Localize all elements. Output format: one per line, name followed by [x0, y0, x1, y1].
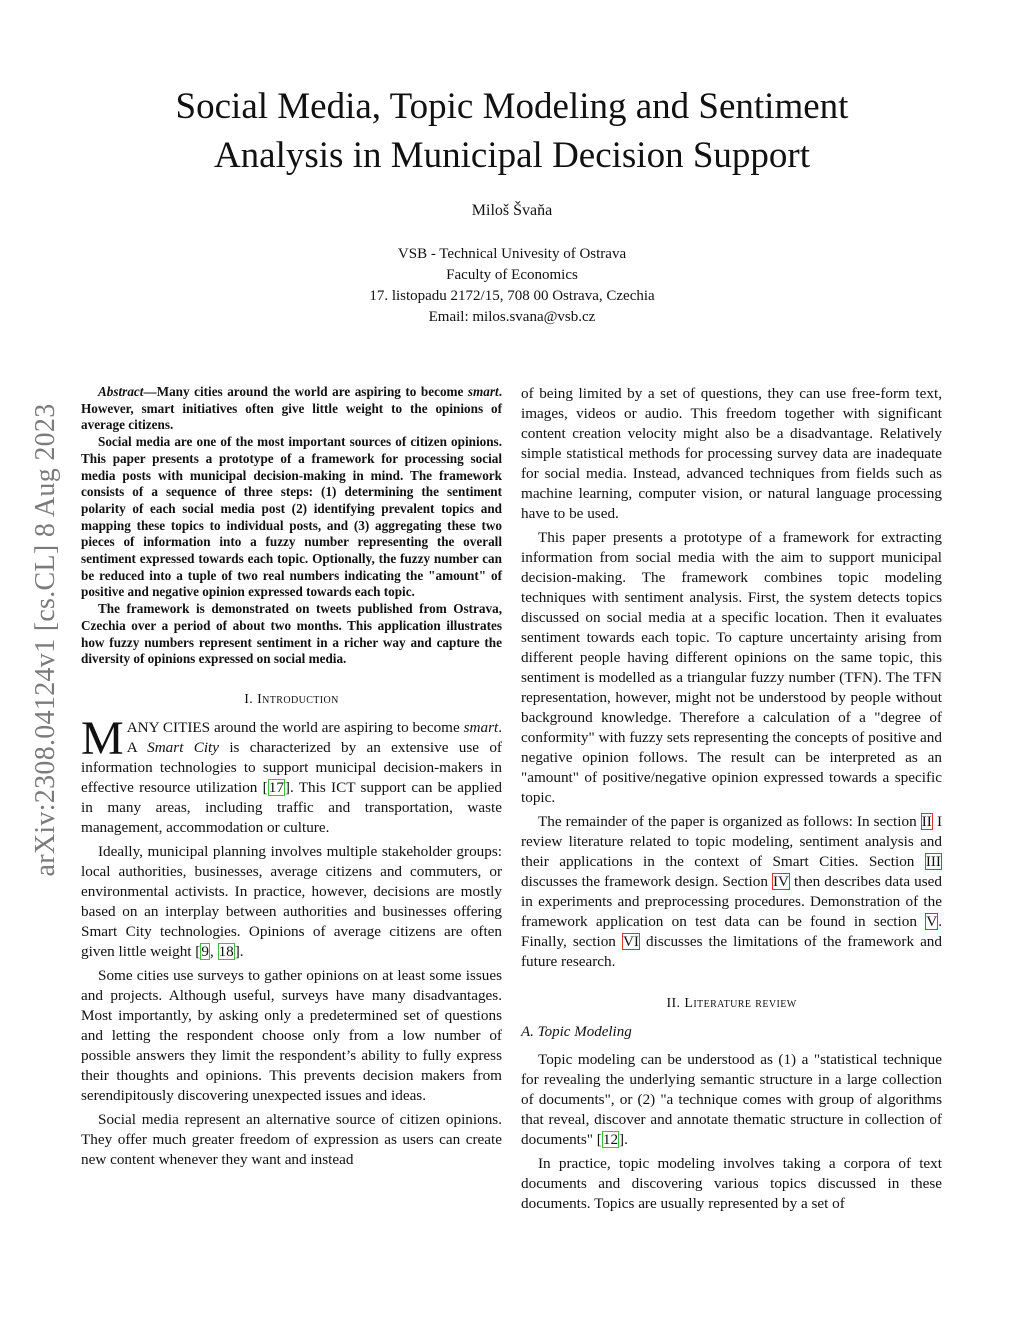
drop-cap: M — [81, 711, 124, 765]
citation-link[interactable]: 12 — [602, 1131, 619, 1148]
intro-text: The remainder of the paper is organized as follows: In section — [538, 813, 921, 830]
intro-paragraph-2 — [81, 842, 502, 962]
abstract-text: —Many cities around the world are aspiring to become — [143, 384, 468, 399]
affiliation-university: VSB - Technical Univesity of Ostrava — [397, 246, 627, 262]
abstract — [81, 384, 502, 668]
abstract-label: Abstract — [98, 384, 144, 399]
lit-text: ]. — [619, 1131, 628, 1148]
intro-text: I review literature related to topic modeling, sentiment analysis and their applications in the context of Smart Cities. Section — [521, 813, 943, 870]
lit-paragraph-2: In practice, topic modeling involves taking a corpora of text documents and discovering various topics discussed in these documents. Topics are usually represented by a set of — [521, 1155, 942, 1212]
intro-text: . A — [126, 718, 502, 756]
title-line-1: Social Media, Topic Modeling and Sentiment — [175, 86, 849, 127]
introduction-body-continued — [521, 384, 942, 972]
citation-link[interactable]: 18 — [218, 942, 234, 960]
section-heading-literature-review — [521, 994, 942, 1014]
intro-paragraph-3: Some cities use surveys to gather opinions on at least some issues and projects. Although useful, surveys have many disadvantages. Most importantly, by asking only a predetermined set of questions and letting the respondent choose only from a low number of possible answers they limit the respondent’s ability to fully express their thoughts and opinions. This prevents decision makers from serendipitously discovering unexpected issues and ideas. — [81, 966, 502, 1104]
intro-paragraph-4: Social media represent an alternative source of citizen opinions. They offer much greater freedom of expression as users can create new content whenever they want and instead — [81, 1110, 502, 1168]
abstract-text: . However, smart initiatives often give little weight to the opinions of average citizens. — [81, 384, 502, 433]
right-column — [521, 384, 942, 1218]
intro-emphasis: Smart City — [147, 738, 220, 756]
intro-paragraph-6 — [521, 812, 942, 972]
intro-paragraph-5: This paper presents a prototype of a framework for extracting information from social media with the aim to support municipal decision-making. The framework combines topic modeling techniques with sentiment analysis. First, the system detects topics discussed on social media at a specific location. Then it evaluates sentiment towards each topic. To capture uncertainty arising from different people having different opinions on the same topic, this sentiment is modelled as a triangular fuzzy number (TFN). The TFN representation, however, might not be understood by people without background knowledge. Therefore a calculation of a "degree of conformity" with fuzzy sets representing the concepts of positive and negative opinion follows. The result can be interpreted as an "amount" of positive/negative opinion expressed towards a specific topic. — [521, 529, 942, 806]
author-name: Miloš Švaňa — [471, 202, 553, 219]
abstract-paragraph-3: The framework is demonstrated on tweets published from Ostrava, Czechia over a period of about two months. This application illustrates how fuzzy numbers represent sentiment in a richer way and capture the diversity of opinions expressed on social media. — [81, 601, 502, 667]
intro-text: then describes data used in experiments and preprocessing procedures. Demonstration of the framework application on test data can be found in section — [521, 873, 942, 930]
intro-text: is characterized by an extensive use of information technologies to support municipal decision-makers in effective resource utilization [ — [81, 738, 502, 796]
section-link[interactable]: VI — [622, 933, 639, 950]
intro-text: ]. — [234, 942, 244, 960]
section-link[interactable]: IV — [772, 873, 789, 890]
lit-text: Topic modeling can be understood as (1) a "statistical technique for revealing the underlying semantic structure in a large collection of documents", or (2) "a technique comes with group of algorithms that reveal, discover and annotate thematic structure in collection of documents" [ — [521, 1051, 942, 1148]
abstract-paragraph-2: Social media are one of the most important sources of citizen opinions. This paper presents a prototype of a framework for processing social media posts with municipal decision-making in mind. The framework consists of a sequence of three steps: (1) determining the sentiment polarity of each social media post (2) identifying prevalent topics and mapping these topics to individual posts, and (3) aggregating these two pieces of information into a fuzzy number representing the overall sentiment expressed towards each topic. Optionally, the fuzzy number can be reduced into a tuple of two real numbers indicating the "amount" of positive and negative opinion expressed towards each topic. — [81, 434, 502, 600]
abstract-emphasis: smart — [467, 384, 499, 399]
intro-paragraph-4-continued: of being limited by a set of questions, they can use free-form text, images, videos or audio. This freedom together with significant content creation velocity might also be a disadvantage. Relatively simple statistical methods for processing survey data are inadequate for social media. Instead, advanced techniques from fields such as machine learning, computer vision, or natural language processing have to be used. — [521, 385, 942, 522]
paper-title — [0, 82, 1024, 180]
abstract-paragraph-1 — [81, 384, 502, 434]
intro-text: Ideally, municipal planning involves multiple stakeholder groups: local authorities, businesses, average citizens and commuters, or environmental activists. In practice, however, decisions are mostly based on an interplay between authorities and businesses offering Smart City technologies. Opinions of average citizens are often given little weight [ — [81, 842, 502, 960]
intro-text: , — [209, 942, 218, 960]
affiliation-block — [0, 244, 1024, 328]
intro-paragraph-1 — [81, 711, 502, 838]
lit-paragraph-1 — [521, 1050, 942, 1150]
intro-text: discusses the framework design. Section — [521, 873, 772, 890]
title-line-2: Analysis in Municipal Decision Support — [213, 135, 811, 176]
affiliation-faculty: Faculty of Economics — [446, 267, 578, 283]
section-link[interactable]: III — [925, 853, 941, 870]
section-title: Introduction — [257, 691, 339, 707]
section-number: I. — [244, 691, 258, 707]
affiliation-address: 17. listopadu 2172/15, 708 00 Ostrava, Czechia — [369, 288, 655, 304]
literature-body — [521, 1050, 942, 1214]
intro-text: . Finally, section — [521, 913, 942, 950]
intro-text: ANY CITIES around the world are aspiring to become — [126, 718, 464, 736]
section-link[interactable]: V — [926, 913, 938, 930]
intro-text: discusses the limitations of the framework and future research. — [521, 933, 942, 970]
section-link[interactable]: II — [921, 813, 932, 830]
citation-link[interactable]: 17 — [268, 778, 284, 796]
introduction-body — [81, 711, 502, 1170]
intro-emphasis: smart — [463, 718, 499, 736]
left-column — [81, 384, 502, 1174]
intro-text: ]. This ICT support can be applied in many areas, including traffic and transportation, waste management, accommodation or culture. — [81, 778, 502, 836]
affiliation-email: Email: milos.svana@vsb.cz — [428, 309, 596, 325]
arxiv-identifier: arXiv:2308.04124v1 [cs.CL] 8 Aug 2023 — [30, 403, 61, 877]
subsection-heading-topic-modeling: A. Topic Modeling — [521, 1024, 632, 1040]
section-number: II. — [666, 996, 685, 1011]
citation-link[interactable]: 9 — [201, 942, 209, 960]
section-title: Literature review — [684, 996, 797, 1011]
section-heading-introduction — [81, 690, 502, 710]
